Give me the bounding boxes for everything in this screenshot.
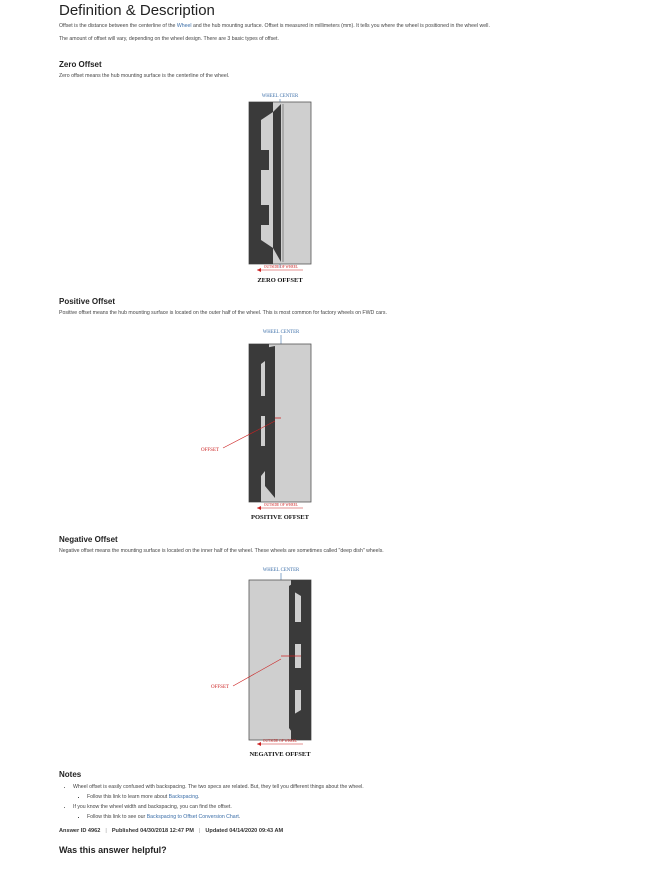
helpful-prompt: Was this answer helpful? bbox=[59, 845, 167, 855]
list-item: ▪ Follow this link to learn more about Backspacing. bbox=[87, 792, 619, 802]
updated-date: Updated 04/14/2020 09:43 AM bbox=[205, 828, 284, 834]
intro-paragraph-2: The amount of offset will vary, depending on the wheel design. There are 3 basic types of offset. bbox=[59, 36, 279, 42]
backspacing-link[interactable]: Backspacing bbox=[168, 794, 199, 800]
offset-label: OFFSET bbox=[211, 685, 230, 690]
section-heading: Zero Offset bbox=[59, 60, 102, 69]
published-date: Published 04/30/2018 12:47 PM bbox=[111, 828, 194, 834]
zero-offset-diagram bbox=[235, 90, 325, 290]
negative-offset-caption: NEGATIVE OFFSET bbox=[249, 751, 311, 758]
section-text: Negative offset means the mounting surface is located on the inner half of the wheel. These wheels are sometimes called "deep dish" wheels. bbox=[59, 548, 384, 554]
section-text: Zero offset means the hub mounting surface is the centerline of the wheel. bbox=[59, 73, 230, 79]
section-zero-offset bbox=[59, 60, 619, 85]
positive-offset-diagram bbox=[195, 326, 325, 516]
wheel-center-label: WHEEL CENTER bbox=[262, 330, 300, 335]
answer-id: Answer ID 4962 bbox=[59, 828, 101, 834]
wheel-link[interactable]: Wheel bbox=[176, 23, 192, 29]
notes-heading: Notes bbox=[59, 770, 82, 779]
list-item: • Wheel offset is easily confused with backspacing. The two specs are related. But, they tell you different things about the wheel. ▪ Follow this link to learn more about Backspacing. bbox=[73, 782, 619, 802]
wheel-center-label: WHEEL CENTER bbox=[262, 568, 300, 573]
notes-list bbox=[59, 782, 619, 822]
positive-offset-caption: POSITIVE OFFSET bbox=[251, 514, 309, 521]
article bbox=[59, 0, 619, 48]
conversion-chart-link[interactable]: Backspacing to Offset Conversion Chart bbox=[146, 814, 239, 820]
section-heading: Positive Offset bbox=[59, 297, 116, 306]
page-title: Definition & Description bbox=[59, 2, 215, 19]
outside-of-wheel-label: OUTSIDE OF WHEEL bbox=[263, 503, 299, 507]
section-text: Positive offset means the hub mounting surface is located on the outer half of the wheel. This is most common for factory wheels on FWD cars. bbox=[59, 310, 387, 316]
section-negative-offset bbox=[59, 535, 619, 560]
notes-section bbox=[59, 770, 619, 855]
offset-label: OFFSET bbox=[201, 448, 220, 453]
section-positive-offset bbox=[59, 297, 619, 322]
outside-of-wheel-label: OUTSIDE OF WHEEL bbox=[263, 265, 299, 269]
intro-paragraph-1: Offset is the distance between the centerline of the Wheel and the hub mounting surface. Offset is measured in millimeters (mm). It tells you where the wheel is positioned in the wheel well. bbox=[59, 23, 490, 29]
section-heading: Negative Offset bbox=[59, 535, 118, 544]
list-item: ▪ Follow this link to see our Backspacing to Offset Conversion Chart. bbox=[87, 812, 619, 822]
outside-of-wheel-label: OUTSIDE OF WHEEL bbox=[262, 739, 298, 743]
zero-offset-caption: ZERO OFFSET bbox=[257, 277, 303, 284]
wheel-center-label: WHEEL CENTER bbox=[261, 94, 299, 99]
negative-offset-diagram bbox=[205, 564, 325, 750]
list-item: • If you know the wheel width and backspacing, you can find the offset. ▪ Follow this link to see our Backspacing to Offset Conversion Chart. bbox=[73, 802, 619, 822]
answer-meta: Answer ID 4962 | Published 04/30/2018 12:47 PM | Updated 04/14/2020 09:43 AM bbox=[59, 828, 284, 834]
